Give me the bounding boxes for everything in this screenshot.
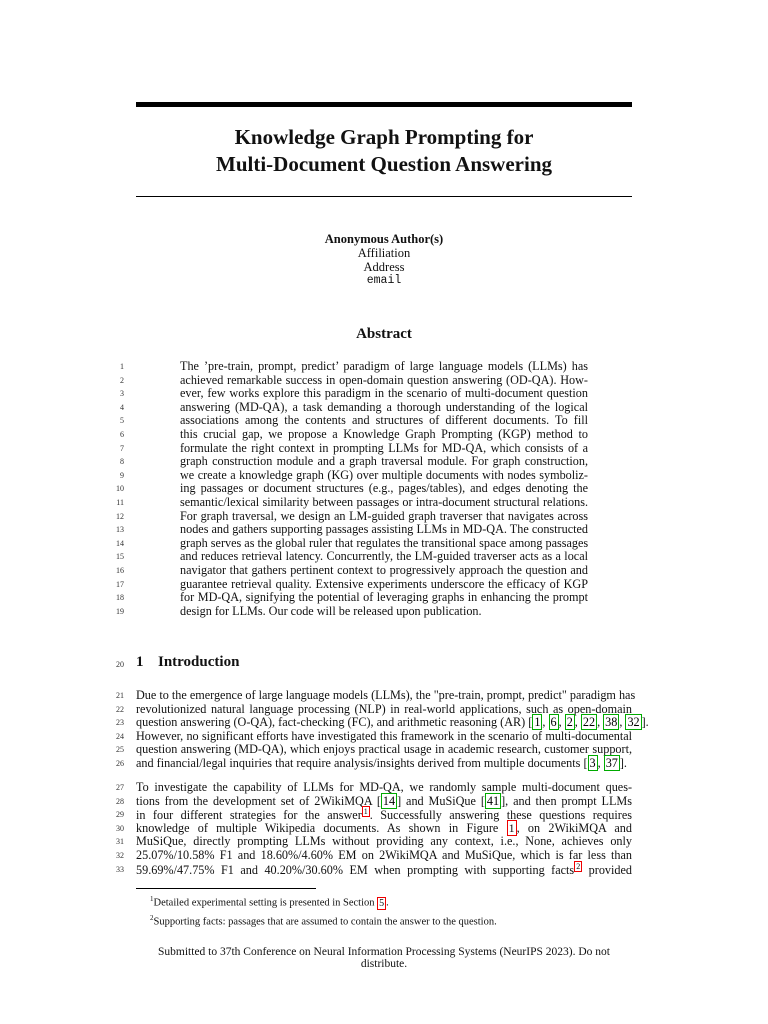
text-line bbox=[136, 822, 632, 836]
line-number: 12 bbox=[116, 511, 124, 521]
footnote-text: Detailed experimental setting is presented in Section bbox=[153, 897, 378, 909]
line-number: 8 bbox=[120, 457, 124, 467]
title-top-rule bbox=[136, 102, 632, 107]
abstract-line: answering (MD-QA), a task demanding a thorough understanding of the logical bbox=[180, 399, 588, 414]
section-heading-introduction bbox=[136, 654, 239, 671]
text-line: 25.07%/10.58% F1 and 18.60%/4.60% EM on 2WikiMQA and MuSiQue, which is far less than bbox=[136, 847, 632, 862]
text-segment: knowledge of multiple Wikipedia documents. As shown in Figure bbox=[136, 820, 507, 835]
line-number: 23 bbox=[116, 718, 124, 728]
abstract-line: achieved remarkable success in open-domain question answering (OD-QA). How- bbox=[180, 372, 588, 387]
author-name: Anonymous Author(s) bbox=[324, 232, 444, 246]
section-link[interactable]: 5 bbox=[379, 897, 385, 909]
footnote-2 bbox=[150, 911, 630, 930]
abstract-line: for MD-QA, signifying the potential of leveraging graphs in enhancing the prompt bbox=[180, 590, 588, 605]
section-number: 1 bbox=[136, 654, 144, 670]
submission-footer: Submitted to 37th Conference on Neural Information Processing Systems (NeurIPS 2023). Do not distribute. bbox=[158, 946, 610, 970]
line-number: 2 bbox=[120, 375, 124, 385]
citation-link[interactable]: 14 bbox=[382, 793, 396, 808]
line-number: 3 bbox=[120, 389, 124, 399]
para2-line-numbers bbox=[80, 781, 124, 876]
line-number: 10 bbox=[116, 484, 124, 494]
line-number: 28 bbox=[116, 796, 124, 806]
abstract-line: formulate the right context in prompting LLMs for MD-QA, which consists of a bbox=[180, 440, 588, 455]
citation-link[interactable]: 6 bbox=[550, 715, 557, 730]
title-line-1: Knowledge Graph Prompting for bbox=[234, 125, 534, 149]
line-number: 25 bbox=[116, 745, 124, 755]
author-address: Address bbox=[363, 260, 405, 274]
citation-link[interactable]: 38 bbox=[605, 715, 618, 730]
line-number: 15 bbox=[116, 552, 124, 562]
line-number: 6 bbox=[120, 429, 124, 439]
line-number: 22 bbox=[116, 704, 124, 714]
text-segment: ]. bbox=[619, 755, 627, 770]
line-number: 4 bbox=[120, 402, 124, 412]
citation-link[interactable]: 2 bbox=[566, 715, 573, 730]
title-bottom-rule bbox=[136, 196, 632, 197]
text-segment: question answering (O-QA), fact-checking (FC), and arithmetic reasoning (AR) [ bbox=[136, 715, 533, 730]
abstract-line: we create a knowledge graph (KG) over multiple documents with nodes symboliz- bbox=[180, 467, 588, 482]
line-number: 33 bbox=[116, 864, 124, 874]
text-segment: ], and then prompt LLMs bbox=[501, 793, 632, 808]
text-segment: . Successfully answering these questions requires bbox=[369, 808, 632, 823]
title-line-2: Multi-Document Question Answering bbox=[216, 152, 552, 176]
abstract-line: ever, few works explore this paradigm in the scenario of multi-document question bbox=[180, 386, 588, 401]
text-line bbox=[136, 863, 632, 877]
paper-title bbox=[136, 124, 632, 178]
text-line bbox=[136, 808, 632, 822]
line-number: 5 bbox=[120, 416, 124, 426]
citation-link[interactable]: 3 bbox=[589, 755, 596, 770]
abstract-line: semantic/lexical similarity between passages or intra-document structural relations. bbox=[180, 494, 588, 509]
text-line: Due to the emergence of large language models (LLMs), the "pre-train, prompt, predict" paradigm has bbox=[136, 688, 636, 702]
text-line: To investigate the capability of LLMs for MD-QA, we randomly sample multi-document ques- bbox=[136, 780, 632, 794]
figure-link[interactable]: 1 bbox=[508, 820, 515, 835]
line-number: 1 bbox=[120, 362, 124, 371]
footnote-1 bbox=[150, 892, 630, 911]
section-title: Introduction bbox=[158, 654, 240, 670]
line-number: 11 bbox=[116, 497, 124, 507]
author-affiliation: Affiliation bbox=[357, 246, 411, 260]
intro-paragraph-2 bbox=[136, 781, 632, 876]
abstract-line: For graph traversal, we design an LM-guided graph traverser that navigates across bbox=[180, 508, 588, 523]
line-number: 19 bbox=[116, 606, 124, 616]
para1-line-numbers bbox=[80, 689, 124, 771]
abstract-line-numbers bbox=[80, 360, 124, 618]
text-line: question answering (MD-QA), which enjoys practical usage in academic research, customer support, bbox=[136, 742, 632, 757]
abstract-heading: Abstract bbox=[356, 326, 412, 342]
line-number: 13 bbox=[116, 525, 124, 535]
author-email: email bbox=[366, 274, 402, 287]
line-number: 27 bbox=[116, 783, 124, 792]
line-number: 20 bbox=[116, 660, 124, 669]
line-number: 7 bbox=[120, 443, 124, 453]
text-line: revolutionized natural language processing (NLP) in real-world applications, such as open-domain bbox=[136, 701, 632, 716]
abstract-line: ing passages or document structures (e.g., pages/tables), and edges denoting the bbox=[180, 481, 588, 496]
text-segment: provided bbox=[582, 862, 632, 877]
citation-link[interactable]: 41 bbox=[486, 793, 500, 808]
line-number: 24 bbox=[116, 731, 124, 741]
abstract-line: guarantee retrieval quality. Extensive experiments underscore the efficacy of KGP bbox=[180, 576, 588, 591]
abstract-line: graph construction module and a graph traversal module. For graph construction, bbox=[180, 454, 588, 469]
text-segment: tions from the development set of 2WikiMQA [ bbox=[136, 793, 381, 808]
line-number: 31 bbox=[116, 837, 124, 847]
footnote-link[interactable]: 1 bbox=[363, 807, 368, 817]
citation-link[interactable]: 22 bbox=[582, 715, 596, 730]
abstract-body bbox=[180, 360, 588, 618]
text-line bbox=[136, 795, 632, 809]
text-line: However, no significant efforts have investigated this framework in the scenario of multi-documental bbox=[136, 728, 632, 743]
citation-link[interactable]: 37 bbox=[605, 755, 618, 770]
line-number: 32 bbox=[116, 850, 124, 860]
intro-paragraph-1 bbox=[136, 688, 649, 771]
citation-link[interactable]: 32 bbox=[627, 715, 640, 730]
footnote-mark: 2 bbox=[150, 913, 154, 922]
author-block bbox=[136, 232, 632, 288]
line-number: 21 bbox=[116, 691, 124, 700]
footnote-text: . bbox=[386, 897, 389, 909]
abstract-line: navigator that gathers pertinent context to progressively approach the question and bbox=[180, 562, 588, 577]
text-segment: and financial/legal inquiries that require analysis/insights derived from multiple documents [ bbox=[136, 755, 588, 770]
text-line: MuSiQue, directly prompting LLMs without providing any context, i.e., None, achieves only bbox=[136, 834, 632, 849]
text-line: and financial/legal inquiries that require analysis/insights derived from multiple documents [ 3 , 37 ]. bbox=[136, 755, 627, 770]
text-segment: ] and MuSiQue [ bbox=[397, 793, 485, 808]
line-number: 30 bbox=[116, 823, 124, 833]
section-line-number bbox=[80, 658, 124, 672]
footnote-text: Supporting facts: passages that are assumed to contain the answer to the question. bbox=[153, 916, 497, 927]
line-number: 26 bbox=[116, 758, 124, 768]
line-number: 29 bbox=[116, 810, 124, 820]
footnote-link[interactable]: 2 bbox=[576, 861, 581, 871]
text-segment: 59.69%/47.75% F1 and 40.20%/30.60% EM when prompting with supporting facts bbox=[136, 862, 575, 877]
abstract-line: design for LLMs. Our code will be released upon publication. bbox=[180, 603, 482, 618]
abstract-line: and reduces retrieval latency. Concurrently, the LM-guided traverser acts as a local bbox=[180, 549, 588, 564]
text-segment: , on 2WikiMQA and bbox=[516, 820, 632, 835]
footnote-mark: 1 bbox=[150, 895, 154, 903]
footnotes bbox=[150, 892, 630, 929]
abstract-line: The ’pre-train, prompt, predict’ paradigm of large language models (LLMs) has bbox=[180, 359, 588, 373]
citation-link[interactable]: 1 bbox=[534, 715, 541, 730]
line-number: 14 bbox=[116, 538, 124, 548]
line-number: 17 bbox=[116, 579, 124, 589]
footnote-rule bbox=[136, 888, 316, 889]
text-segment: ]. bbox=[641, 715, 649, 730]
abstract-line: graph serves as the global ruler that regulates the transitional space among passages bbox=[180, 535, 589, 550]
line-number: 18 bbox=[116, 593, 124, 603]
line-number: 16 bbox=[116, 565, 124, 575]
text-line: question answering (O-QA), fact-checking (FC), and arithmetic reasoning (AR) [ 1 , 6 , 2 , 22 , 38 , 32 ]. bbox=[136, 715, 649, 730]
abstract-line: nodes and gathers supporting passages assisting LLMs in MD-QA. The constructed bbox=[180, 522, 588, 537]
abstract-line: associations among the contents and structures of different documents. To fill bbox=[180, 413, 588, 428]
text-segment: in four different strategies for the answer bbox=[136, 808, 362, 823]
line-number: 9 bbox=[120, 470, 124, 480]
abstract-line: this crucial gap, we propose a Knowledge Graph Prompting (KGP) method to bbox=[180, 426, 588, 441]
